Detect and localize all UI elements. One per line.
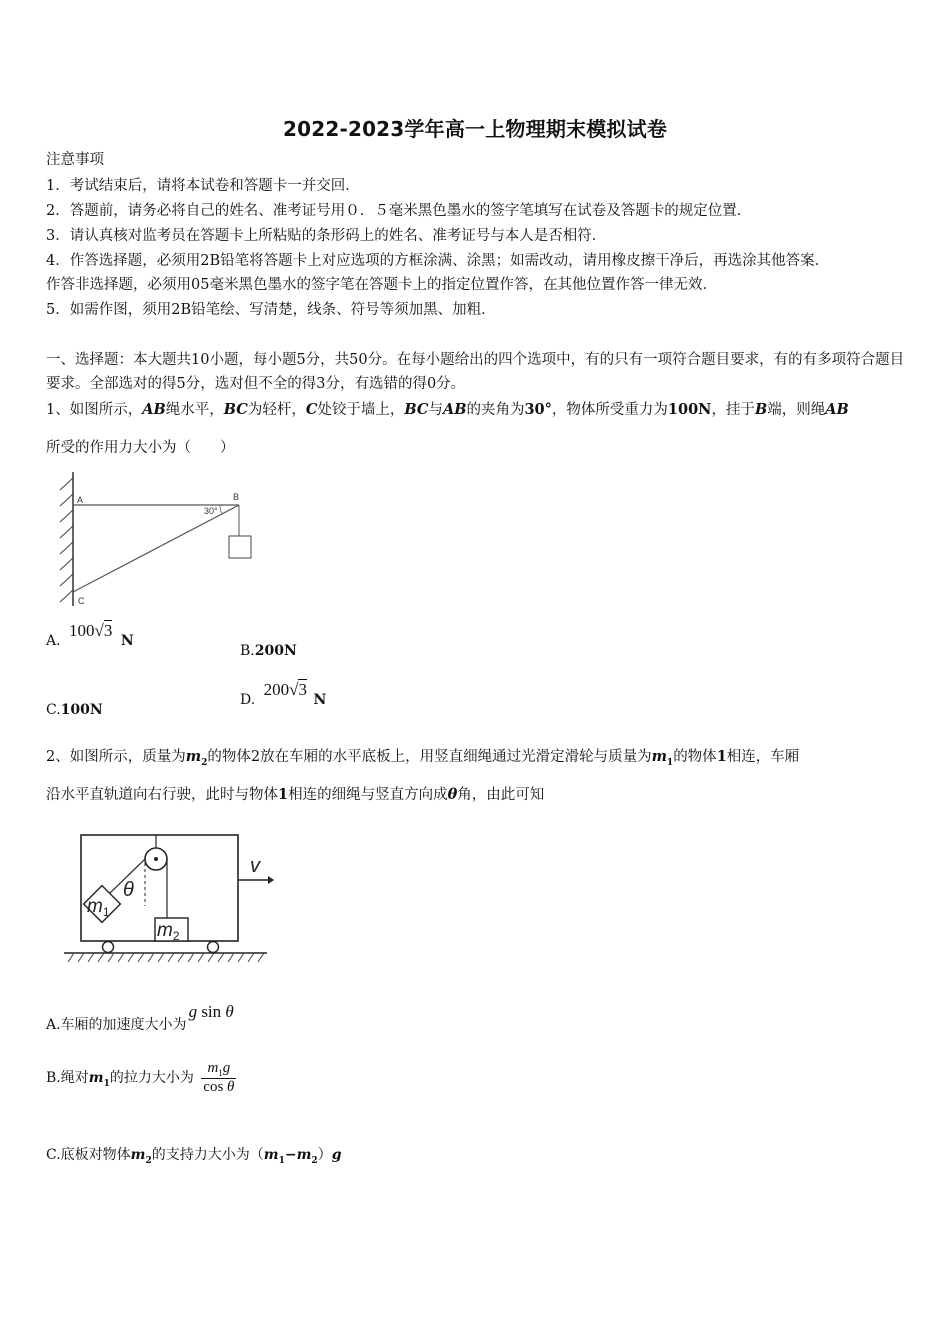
question-1-option-c[interactable]: C.100N: [46, 702, 103, 718]
hanging-block: [229, 536, 251, 558]
label-theta: θ: [123, 879, 134, 901]
label-v: v: [250, 855, 260, 877]
question-1-option-b[interactable]: B.200N: [240, 643, 297, 659]
notice-item-3: 3．请认真核对监考员在答题卡上所粘贴的条形码上的姓名、准考证号与本人是否相符．: [46, 228, 607, 244]
wheel-right: [208, 942, 219, 953]
section-1-instructions: 一、选择题：本大题共10小题，每小题5分，共50分。在每小题给出的四个选项中，有的只有一项符合题目要求，有的有多项符合题目要求。全部选对的得5分，选对但不全的得3分，有选错的得0分。: [46, 352, 905, 392]
label-m1: $m_1$: [87, 896, 110, 919]
question-1-figure: [52, 470, 262, 615]
question-1-stem: 1、如图所示，AB绳水平，BC为轻杆，C处铰于墙上，BC与AB的夹角为30°，物体所受重力为100N，挂于B端，则绳AB: [46, 401, 849, 418]
question-2-option-a[interactable]: A.车厢的加速度大小为g sin θ: [46, 1002, 234, 1033]
question-1-option-d[interactable]: D. 200√3 N: [240, 680, 327, 708]
label-a: A: [77, 495, 84, 505]
label-c: C: [78, 596, 85, 606]
question-2-option-b[interactable]: B.绳对$m_1$的拉力大小为 $\frac{m_1g}{\text{cos θ}}$: [46, 1060, 235, 1095]
question-1-option-a[interactable]: A. 100√3 N: [46, 621, 134, 649]
question-2-option-c[interactable]: C.底板对物体$m_2$的支持力大小为$(m_1-m_2)g$: [46, 1147, 342, 1166]
label-m2: $m_2$: [157, 920, 180, 943]
notice-item-4-line-1: 4．作答选择题，必须用2B铅笔将答题卡上对应选项的方框涂满、涂黑；如需改动，请用橡皮擦干净后，再选涂其他答案．: [46, 253, 830, 269]
notice-heading: 注意事项: [46, 152, 104, 168]
notice-item-4-line-2: 作答非选择题，必须用05毫米黑色墨水的签字笔在答题卡上的指定位置作答，在其他位置作答一律无效．: [46, 277, 717, 293]
question-1-stem-line-2: 所受的作用力大小为（ ）: [46, 440, 235, 456]
label-b: B: [233, 492, 240, 502]
question-2-stem: 2、如图所示，质量为$m_2$的物体2放在车厢的水平底板上，用竖直细绳通过光滑定滑轮与质量为$m_1$的物体1相连，车厢: [46, 748, 800, 768]
rod-bc: [73, 505, 239, 592]
notice-item-2: 2．答题前，请务必将自己的姓名、准考证号用０．５毫米黑色墨水的签字笔填写在试卷及答题卡的规定位置．: [46, 203, 752, 219]
page-title: 2022-2023学年高一上物理期末模拟试卷: [282, 117, 668, 141]
question-2-figure: [62, 826, 276, 966]
wheel-left: [103, 942, 114, 953]
notice-item-1: 1．考试结束后，请将本试卷和答题卡一并交回．: [46, 178, 360, 194]
label-angle: 30°: [204, 506, 218, 516]
notice-item-5: 5．如需作图，须用2B铅笔绘、写清楚，线条、符号等须加黑、加粗．: [46, 302, 496, 318]
question-2-stem-line-2: 沿水平直轨道向右行驶，此时与物体1相连的细绳与竖直方向成θ角，由此可知: [46, 786, 545, 803]
